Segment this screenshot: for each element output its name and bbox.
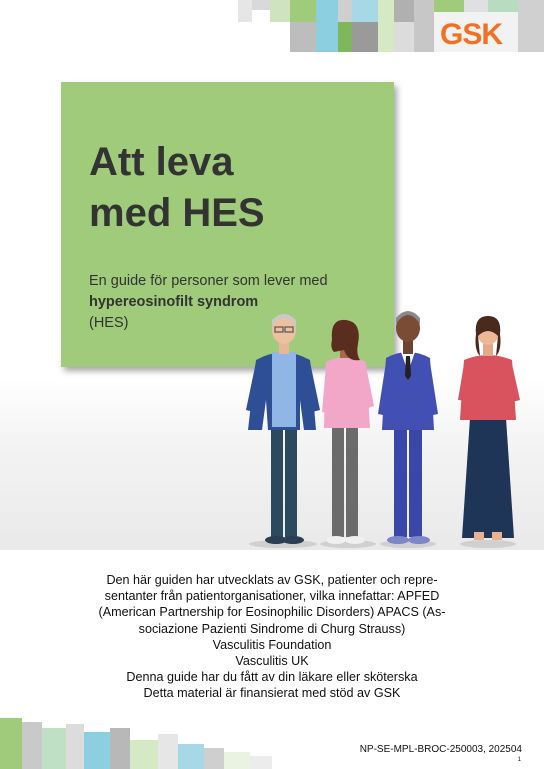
title-line-1: Att leva (89, 140, 234, 184)
credits-line: Vasculitis UK (235, 654, 309, 669)
credits-line: (American Partnership for Eosinophilic Disorders) APACS (As- (98, 605, 446, 620)
credits-line: Den här guiden har utvecklats av GSK, patienter och repre- (106, 573, 438, 587)
person-older-man (246, 314, 320, 544)
subtitle-bold-term: hypereosinofilt syndrom (89, 294, 259, 310)
person-man-suit (378, 311, 438, 544)
funding-statement: Detta material är finansierat med stöd av GSK (143, 686, 401, 701)
document-reference: NP-SE-MPL-BROC-250003, 202504 (359, 744, 522, 755)
people-illustration-icon (238, 300, 538, 550)
subtitle-text: En guide för personer som lever med (89, 273, 328, 289)
credits-line: sociazione Pazienti Sindrome di Churg Strauss) (138, 621, 406, 636)
credits-line: Denna guide har du fått av din läkare eller sköterska (126, 670, 418, 685)
title-line-2: med HES (89, 191, 265, 235)
credits-line: Vasculitis Foundation (212, 637, 332, 652)
credits-block (60, 572, 484, 702)
person-woman-pink (322, 320, 374, 544)
page-title (89, 137, 379, 239)
credits-line: sentanter från patientorganisationer, vilka innefattar: APFED (104, 589, 440, 604)
gsk-logo: GSK (440, 18, 503, 51)
subtitle-abbrev: (HES) (89, 315, 129, 331)
person-woman-red (458, 316, 520, 540)
page-number: 1 (517, 757, 521, 763)
